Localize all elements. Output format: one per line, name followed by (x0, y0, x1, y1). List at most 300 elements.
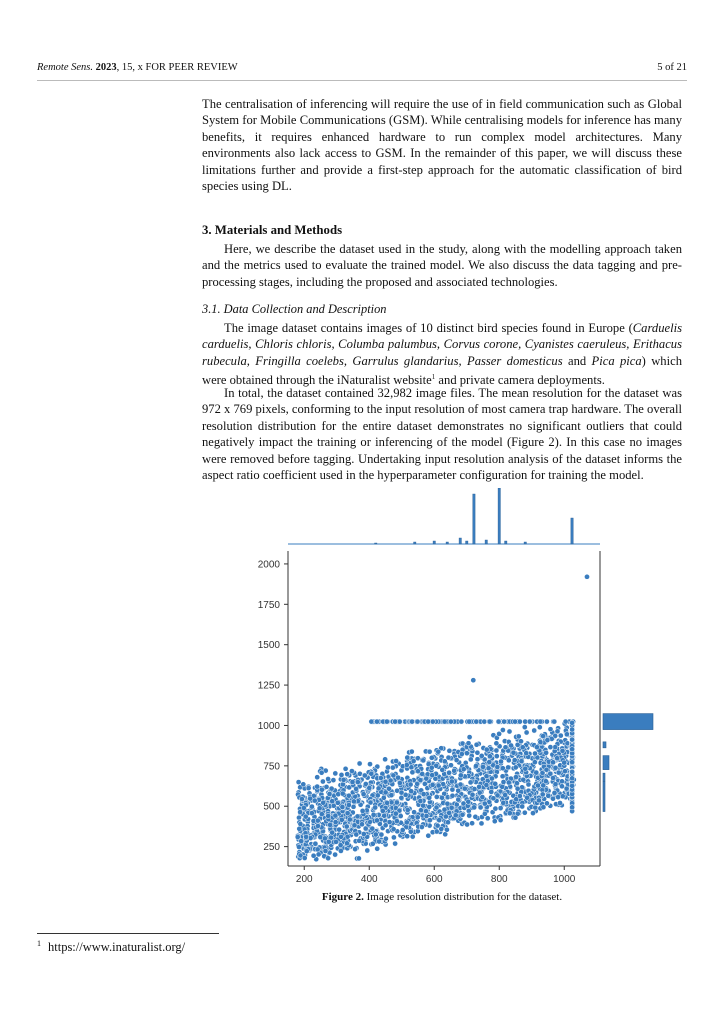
scatter-point (333, 813, 338, 818)
scatter-point (487, 754, 492, 759)
scatter-point (404, 820, 409, 825)
scatter-point (442, 719, 447, 724)
right-hist-bar (603, 714, 653, 730)
scatter-point (322, 836, 327, 841)
scatter-point (398, 813, 403, 818)
scatter-point (487, 760, 492, 765)
scatter-point (344, 824, 349, 829)
scatter-point (558, 733, 563, 738)
scatter-point (330, 799, 335, 804)
scatter-point (369, 719, 374, 724)
scatter-point (326, 856, 331, 861)
figure-caption: Figure 2. Image resolution distribution for the dataset. (321, 891, 563, 903)
scatter-point (489, 776, 494, 781)
scatter-point (408, 782, 413, 787)
scatter-point (538, 740, 543, 745)
footnote-ref[interactable]: 1 (431, 373, 436, 382)
right-hist-bar (603, 756, 609, 770)
scatter-point (555, 729, 560, 734)
scatter-plot-area (258, 551, 600, 883)
scatter-point (346, 802, 351, 807)
scatter-point (394, 758, 399, 763)
scatter-point (471, 678, 476, 683)
scatter-point (423, 809, 428, 814)
scatter-point (426, 833, 431, 838)
scatter-point (418, 798, 423, 803)
scatter-point (341, 777, 346, 782)
scatter-point (524, 730, 529, 735)
scatter-point (377, 839, 382, 844)
scatter-point (421, 803, 426, 808)
footnote: $^1$ https://www.inaturalist.org/ (37, 939, 186, 955)
scatter-point (405, 807, 410, 812)
scatter-point (494, 754, 499, 759)
scatter-point (548, 771, 553, 776)
scatter-point (447, 770, 452, 775)
scatter-point (560, 794, 565, 799)
scatter-point (570, 805, 575, 810)
scatter-point (458, 773, 463, 778)
scatter-point (467, 813, 472, 818)
scatter-point (532, 760, 537, 765)
scatter-point (442, 759, 447, 764)
scatter-point (534, 770, 539, 775)
scatter-point (373, 805, 378, 810)
scatter-point (448, 719, 453, 724)
scatter-point (474, 742, 479, 747)
scatter-point (563, 719, 568, 724)
y-tick-label: 1000 (257, 720, 280, 732)
x-tick-label: 400 (360, 874, 378, 883)
scatter-point (525, 795, 530, 800)
scatter-point (517, 719, 522, 724)
scatter-point (437, 818, 442, 823)
scatter-point (544, 719, 549, 724)
scatter-point (315, 847, 320, 852)
scatter-point (326, 776, 331, 781)
scatter-point (329, 786, 334, 791)
scatter-point (296, 815, 301, 820)
scatter-point (485, 816, 490, 821)
scatter-point (503, 792, 508, 797)
top-hist-bar (459, 538, 461, 544)
scatter-point (415, 719, 420, 724)
scatter-point (355, 780, 360, 785)
scatter-point (498, 759, 503, 764)
scatter-point (500, 766, 505, 771)
scatter-point (445, 820, 450, 825)
scatter-point (301, 805, 306, 810)
scatter-point (296, 780, 301, 785)
scatter-point (436, 749, 441, 754)
scatter-point (472, 805, 477, 810)
scatter-point (459, 751, 464, 756)
scatter-point (518, 739, 523, 744)
scatter-point (381, 795, 386, 800)
paragraph-4: In total, the dataset contained 32,982 image files. The mean resolution for the dataset was 972 x 769 pixels, conforming to the input resolution of most camera trap hardware. The overall resolution distribution for the entire dataset demonstrates no significant outliers that could negatively impact the training or inferencing of the model (Figure 2). In this case no images were removed before tagging. Undertaking input resolution analysis of the dataset informs the aspect ratio coefficient used in the hyperparameter configuration for training the model. (202, 386, 682, 483)
scatter-point (311, 853, 316, 858)
scatter-point (474, 719, 479, 724)
scatter-point (520, 804, 525, 809)
scatter-point (543, 779, 548, 784)
scatter-point (468, 757, 473, 762)
scatter-point (513, 765, 518, 770)
scatter-point (479, 821, 484, 826)
scatter-point (480, 764, 485, 769)
scatter-point (500, 774, 505, 779)
scatter-point (360, 808, 365, 813)
scatter-point (560, 748, 565, 753)
scatter-point (331, 778, 336, 783)
scatter-point (570, 769, 575, 774)
scatter-point (410, 770, 415, 775)
scatter-point (297, 826, 302, 831)
top-hist-bar (524, 542, 526, 544)
scatter-point (497, 731, 502, 736)
y-tick-label: 1500 (257, 640, 280, 652)
scatter-point (513, 775, 518, 780)
scatter-point (453, 813, 458, 818)
scatter-point (312, 798, 317, 803)
scatter-point (404, 762, 409, 767)
scatter-point (454, 758, 459, 763)
scatter-point (442, 807, 447, 812)
scatter-point (383, 757, 388, 762)
scatter-point (353, 847, 358, 852)
scatter-point (544, 750, 549, 755)
scatter-point (493, 806, 498, 811)
y-tick-label: 2000 (257, 559, 280, 571)
scatter-point (397, 780, 402, 785)
scatter-point (523, 766, 528, 771)
scatter-point (484, 747, 489, 752)
scatter-point (296, 844, 301, 849)
scatter-point (405, 755, 410, 760)
scatter-point (584, 574, 589, 579)
scatter-point (515, 786, 520, 791)
scatter-point (521, 777, 526, 782)
scatter-point (340, 791, 345, 796)
scatter-point (498, 818, 503, 823)
top-hist-bar (485, 540, 487, 544)
scatter-point (382, 813, 387, 818)
scatter-point (380, 808, 385, 813)
scatter-point (519, 759, 524, 764)
scatter-point (564, 732, 569, 737)
y-tick-label: 750 (263, 761, 280, 773)
scatter-point (473, 763, 478, 768)
right-hist-bar (603, 782, 605, 812)
scatter-point (512, 758, 517, 763)
scatter-point (315, 775, 320, 780)
scatter-point (444, 827, 449, 832)
paragraph-3: The image dataset contains images of 10 distinct bird species found in Europe (Carduelis carduelis, Chloris chloris, Columba palumbus, Corvus corone, Cyanistes caeruleus, Erithacus rubecula, Fringilla coelebs, Garrulus glandarius, Passer domesticus and Pica pica) which were obtained through the iNaturalist website$^1$ and private camera deployments. (202, 321, 682, 388)
scatter-point (484, 782, 489, 787)
scatter-point (524, 751, 529, 756)
scatter-point (391, 773, 396, 778)
scatter-point (429, 755, 434, 760)
scatter-point (447, 810, 452, 815)
scatter-point (553, 745, 558, 750)
footnote-divider (37, 933, 219, 934)
scatter-point (541, 805, 546, 810)
scatter-point (328, 822, 333, 827)
scatter-point (430, 782, 435, 787)
scatter-point (361, 831, 366, 836)
scatter-point (313, 841, 318, 846)
scatter-point (339, 772, 344, 777)
scatter-point (466, 808, 471, 813)
scatter-point (302, 855, 307, 860)
scatter-point (458, 782, 463, 787)
scatter-point (462, 786, 467, 791)
scatter-point (320, 779, 325, 784)
paragraph-2: Here, we describe the dataset used in the study, along with the modelling approach taken and the metrics used to evaluate the trained model. We also discuss the data tagging and pre-processing stages, including the proposed and associated technologies. (202, 242, 682, 289)
scatter-point (340, 804, 345, 809)
scatter-point (482, 811, 487, 816)
scatter-point (315, 784, 320, 789)
scatter-point (365, 848, 370, 853)
scatter-point (482, 719, 487, 724)
scatter-point (447, 748, 452, 753)
scatter-point (421, 758, 426, 763)
scatter-point (470, 792, 475, 797)
scatter-point (391, 835, 396, 840)
scatter-point (429, 765, 434, 770)
scatter-point (409, 749, 414, 754)
scatter-point (506, 765, 511, 770)
scatter-point (478, 805, 483, 810)
scatter-point (537, 725, 542, 730)
scatter-point (393, 811, 398, 816)
scatter-point (557, 800, 562, 805)
scatter-point (389, 793, 394, 798)
scatter-point (527, 719, 532, 724)
scatter-point (498, 806, 503, 811)
scatter-point (396, 775, 401, 780)
scatter-point (452, 768, 457, 773)
right-hist-bar (603, 742, 606, 748)
scatter-point (319, 787, 324, 792)
scatter-point (424, 776, 429, 781)
scatter-point (376, 786, 381, 791)
scatter-point (410, 834, 415, 839)
scatter-point (553, 782, 558, 787)
scatter-point (475, 757, 480, 762)
scatter-point (467, 719, 472, 724)
x-tick-label: 1000 (553, 874, 576, 883)
scatter-point (411, 759, 416, 764)
top-hist-bar (498, 488, 500, 544)
scatter-point (506, 780, 511, 785)
scatter-point (379, 832, 384, 837)
scatter-point (386, 786, 391, 791)
scatter-point (357, 761, 362, 766)
scatter-point (399, 790, 404, 795)
scatter-point (319, 812, 324, 817)
scatter-point (449, 779, 454, 784)
scatter-point (304, 849, 309, 854)
scatter-point (427, 795, 432, 800)
scatter-point (367, 785, 372, 790)
scatter-point (450, 793, 455, 798)
scatter-point (548, 727, 553, 732)
scatter-point (345, 834, 350, 839)
scatter-point (559, 779, 564, 784)
scatter-point (408, 829, 413, 834)
scatter-point (564, 786, 569, 791)
scatter-point (327, 791, 332, 796)
scatter-point (409, 789, 414, 794)
scatter-point (534, 745, 539, 750)
scatter-point (445, 801, 450, 806)
scatter-point (526, 782, 531, 787)
scatter-point (361, 792, 366, 797)
scatter-point (470, 821, 475, 826)
scatter-point (393, 719, 398, 724)
scatter-point (335, 800, 340, 805)
scatter-point (359, 822, 364, 827)
top-hist-bar (466, 541, 468, 544)
scatter-point (511, 750, 516, 755)
scatter-point (436, 783, 441, 788)
journal-citation: Remote Sens. 2023, 15, x FOR PEER REVIEW (37, 62, 238, 73)
scatter-point (427, 818, 432, 823)
scatter-point (430, 719, 435, 724)
scatter-point (345, 811, 350, 816)
scatter-point (333, 852, 338, 857)
scatter-point (556, 795, 561, 800)
scatter-point (570, 727, 575, 732)
scatter-point (415, 769, 420, 774)
scatter-point (351, 799, 356, 804)
x-tick-label: 600 (425, 874, 443, 883)
scatter-point (556, 770, 561, 775)
scatter-point (418, 778, 423, 783)
scatter-point (434, 829, 439, 834)
y-tick-label: 250 (263, 842, 280, 854)
scatter-point (540, 792, 545, 797)
scatter-point (465, 822, 470, 827)
scatter-point (459, 719, 464, 724)
scatter-point (368, 800, 373, 805)
scatter-point (450, 787, 455, 792)
right-hist-bar (603, 773, 605, 781)
scatter-point (532, 751, 537, 756)
scatter-point (555, 756, 560, 761)
scatter-point (405, 834, 410, 839)
scatter-point (370, 841, 375, 846)
scatter-point (321, 800, 326, 805)
scatter-point (338, 848, 343, 853)
scatter-point (356, 856, 361, 861)
scatter-point (477, 784, 482, 789)
scatter-point (545, 738, 550, 743)
figure-2-chart (250, 488, 670, 883)
scatter-point (493, 781, 498, 786)
scatter-point (421, 792, 426, 797)
scatter-point (486, 766, 491, 771)
scatter-point (570, 720, 575, 725)
scatter-point (324, 784, 329, 789)
scatter-point (500, 784, 505, 789)
scatter-point (306, 786, 311, 791)
scatter-point (427, 804, 432, 809)
scatter-point (536, 798, 541, 803)
scatter-point (501, 800, 506, 805)
scatter-point (340, 782, 345, 787)
scatter-point (570, 760, 575, 765)
right-marginal-histogram (603, 714, 653, 812)
scatter-point (400, 827, 405, 832)
scatter-point (448, 763, 453, 768)
scatter-point (570, 783, 575, 788)
scatter-point (355, 814, 360, 819)
scatter-point (383, 836, 388, 841)
section-title: 3. Materials and Methods (202, 223, 343, 237)
scatter-point (370, 826, 375, 831)
scatter-point (507, 811, 512, 816)
scatter-point (461, 767, 466, 772)
top-hist-bar (414, 542, 416, 544)
scatter-point (385, 765, 390, 770)
scatter-point (357, 838, 362, 843)
scatter-point (520, 745, 525, 750)
paragraph-1: The centralisation of inferencing will require the use of in field communication such as Global System for Mobile Communications (GSM). While centralising models for inference has many benefits, it requires enhanced hardware to run complex model architectures. Many environments also lack access to GSM. In the remainder of this paper, we will discuss these limitations further and provide a first-step approach for the automatic classification of bird species using DL. (202, 97, 682, 194)
scatter-point (552, 719, 557, 724)
scatter-point (551, 760, 556, 765)
scatter-point (388, 778, 393, 783)
top-hist-bar (505, 541, 507, 544)
page-header (37, 62, 687, 81)
top-marginal-histogram (288, 488, 600, 544)
scatter-point (371, 812, 376, 817)
scatter-point (530, 811, 535, 816)
scatter-point (460, 812, 465, 817)
scatter-point (344, 841, 349, 846)
scatter-point (333, 820, 338, 825)
scatter-point (333, 771, 338, 776)
scatter-point (509, 743, 514, 748)
scatter-point (304, 834, 309, 839)
scatter-point (393, 841, 398, 846)
subsection-title: 3.1. Data Collection and Description (202, 302, 387, 316)
top-hist-bar (473, 494, 475, 544)
scatter-point (532, 728, 537, 733)
scatter-point (352, 823, 357, 828)
scatter-point (383, 779, 388, 784)
scatter-point (343, 766, 348, 771)
scatter-point (553, 765, 558, 770)
scatter-point (544, 767, 549, 772)
scatter-point (440, 767, 445, 772)
scatter-point (384, 719, 389, 724)
scatter-point (333, 839, 338, 844)
scatter-point (399, 795, 404, 800)
scatter-point (316, 852, 321, 857)
footnote-link[interactable]: https://www.inaturalist.org/ (48, 940, 186, 955)
scatter-point (338, 843, 343, 848)
scatter-point (424, 813, 429, 818)
scatter-point (494, 741, 499, 746)
scatter-point (427, 749, 432, 754)
scatter-point (562, 760, 567, 765)
scatter-point (467, 735, 472, 740)
scatter-point (369, 771, 374, 776)
scatter-point (516, 734, 521, 739)
scatter-point (468, 780, 473, 785)
scatter-point (337, 827, 342, 832)
